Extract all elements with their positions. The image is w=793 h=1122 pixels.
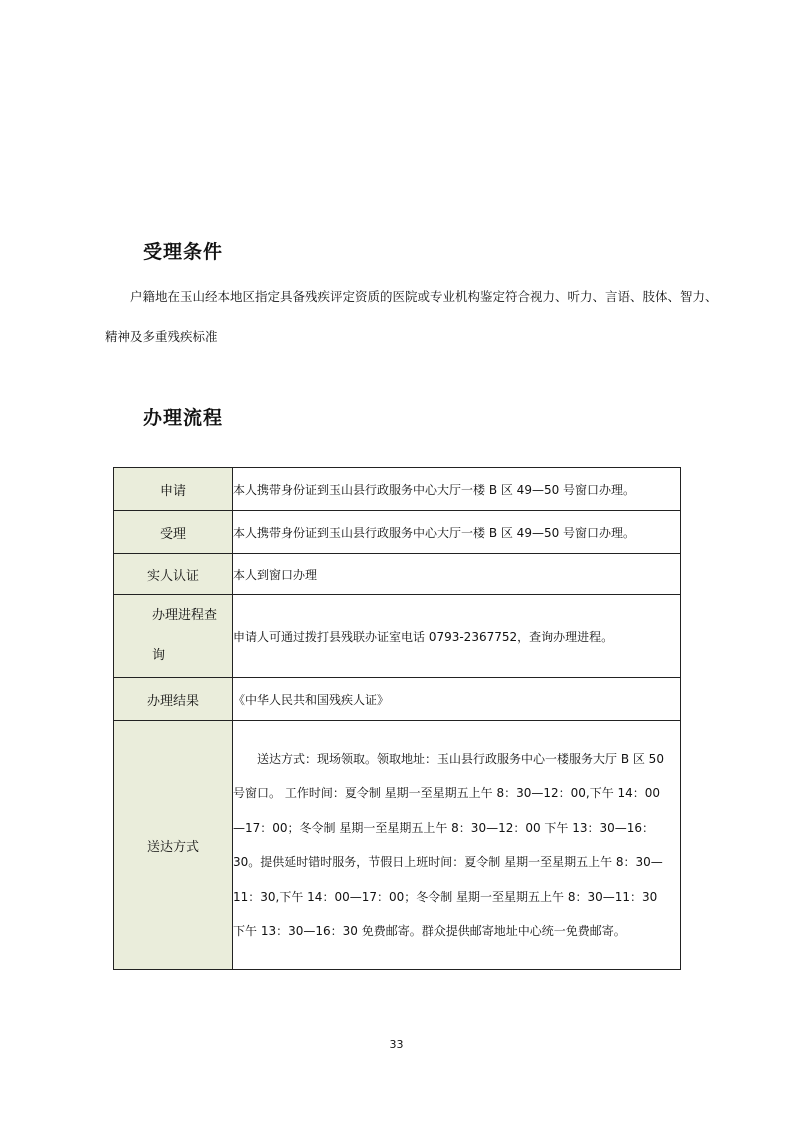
section-title-process: 办理流程 — [143, 407, 224, 429]
row-label — [114, 595, 233, 678]
conditions-paragraph — [105, 277, 718, 357]
page-number: 33 — [389, 1038, 404, 1051]
process-table — [113, 467, 681, 970]
table-row — [114, 468, 681, 511]
table-row — [114, 554, 681, 595]
delivery-line: 送达方式：现场领取。领取地址：玉山县行政服务中心一楼服务大厅 B 区 50 — [257, 751, 664, 766]
delivery-details — [233, 721, 681, 970]
delivery-line: 号窗口。 工作时间：夏令制 星期一至星期五上午 8：30—12：00,下午 14：00 — [233, 786, 661, 800]
row-label: 送达方式 — [114, 721, 233, 970]
row-label-line-2: 询 — [152, 648, 166, 663]
delivery-line: 30。提供延时错时服务，节假日上班时间：夏令制 星期一至星期五上午 8：30— — [233, 855, 663, 869]
row-label-line-1: 办理进程查 — [152, 608, 218, 623]
table-row — [114, 595, 681, 678]
section-title-conditions: 受理条件 — [143, 241, 224, 263]
row-value: 申请人可通过拨打县残联办证室电话 0793-2367752，查询办理进程。 — [233, 595, 681, 678]
row-label: 受理 — [114, 511, 233, 554]
row-label: 申请 — [114, 468, 233, 511]
delivery-line: 11：30,下午 14：00—17：00；冬令制 星期一至星期五上午 8：30—11：30 — [233, 889, 658, 904]
conditions-line-1: 户籍地在玉山经本地区指定具备残疾评定资质的医院或专业机构鉴定符合视力、听力、言语、肢体、智力、 — [130, 289, 718, 304]
table-row — [114, 511, 681, 554]
conditions-line-2: 精神及多重残疾标准 — [105, 329, 218, 344]
row-label: 实人认证 — [114, 554, 233, 595]
delivery-line: —17：00；冬令制 星期一至星期五上午 8：30—12：00 下午 13：30—16： — [233, 820, 655, 835]
row-value: 本人携带身份证到玉山县行政服务中心大厅一楼 B 区 49—50 号窗口办理。 — [233, 511, 681, 554]
row-value: 《中华人民共和国残疾人证》 — [233, 678, 681, 721]
row-value: 本人携带身份证到玉山县行政服务中心大厅一楼 B 区 49—50 号窗口办理。 — [233, 468, 681, 511]
row-label: 办理结果 — [114, 678, 233, 721]
table-row — [114, 721, 681, 970]
row-value: 本人到窗口办理 — [233, 554, 681, 595]
delivery-line: 下午 13：30—16：30 免费邮寄。群众提供邮寄地址中心统一免费邮寄。 — [233, 924, 626, 938]
table-row — [114, 678, 681, 721]
